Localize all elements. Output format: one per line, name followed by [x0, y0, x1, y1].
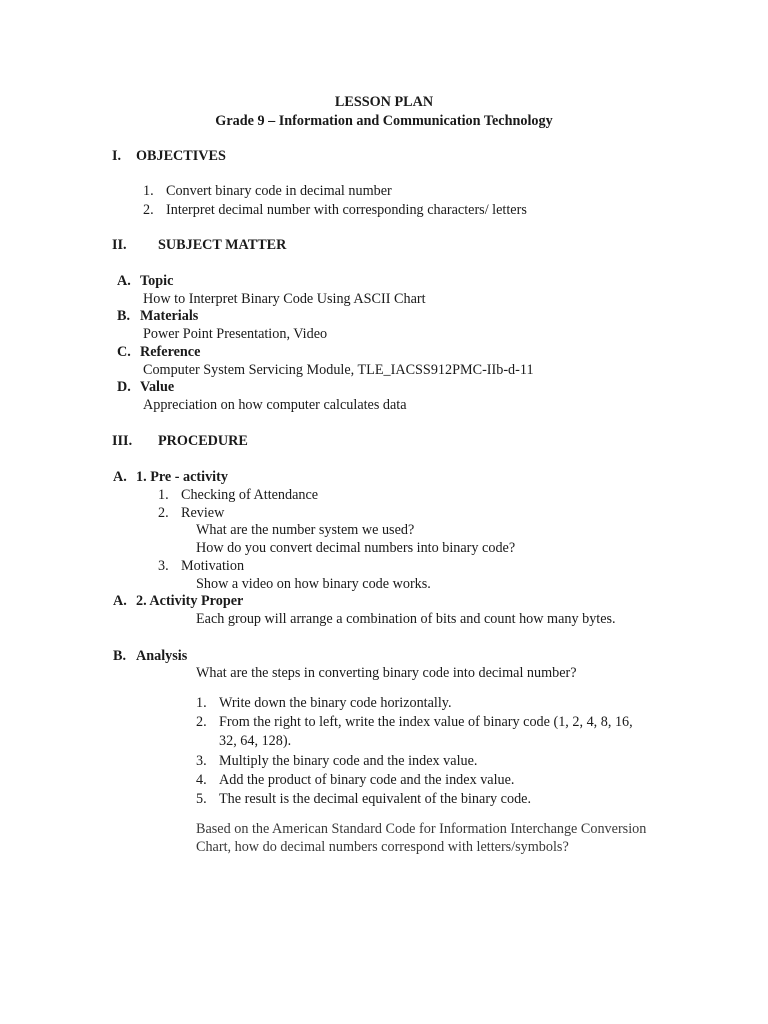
subject-matter-numeral: II.: [112, 237, 127, 253]
analysis-step: Add the product of binary code and the index value.: [219, 772, 515, 788]
analysis-step: From the right to left, write the index value of binary code (1, 2, 4, 8, 16,: [219, 714, 633, 730]
objectives-numeral: I.: [112, 148, 122, 164]
analysis-label: Analysis: [136, 648, 188, 664]
pre-activity-letter: A.: [113, 469, 127, 485]
topic-letter: A.: [117, 273, 131, 289]
analysis-step-continued: 32, 64, 128).: [219, 733, 292, 749]
pre-activity-num: 2.: [158, 505, 169, 521]
analysis-step-num: 1.: [196, 695, 207, 711]
analysis-letter: B.: [113, 648, 127, 664]
review-question: How do you convert decimal numbers into binary code?: [196, 540, 516, 556]
analysis-closing-line: Chart, how do decimal numbers correspond with letters/symbols?: [196, 839, 569, 855]
activity-proper-text: Each group will arrange a combination of bits and count how many bytes.: [196, 611, 616, 627]
topic-label: Topic: [140, 273, 174, 289]
procedure-numeral: III.: [112, 433, 133, 449]
analysis-step-num: 2.: [196, 714, 207, 730]
document-subtitle: Grade 9 – Information and Communication Technology: [215, 113, 553, 129]
review-question: What are the number system we used?: [196, 522, 415, 538]
reference-label: Reference: [140, 344, 201, 360]
analysis-question: What are the steps in converting binary code into decimal number?: [196, 665, 577, 681]
objectives-heading: OBJECTIVES: [136, 148, 226, 164]
pre-activity-item: Motivation: [181, 558, 245, 574]
value-label: Value: [140, 379, 175, 395]
analysis-step: The result is the decimal equivalent of the binary code.: [219, 791, 532, 807]
procedure-heading: PROCEDURE: [158, 433, 248, 449]
activity-proper-label: 2. Activity Proper: [136, 593, 244, 609]
pre-activity-item: Checking of Attendance: [181, 487, 319, 503]
pre-activity-num: 3.: [158, 558, 169, 574]
analysis-step-num: 3.: [196, 753, 207, 769]
materials-value: Power Point Presentation, Video: [143, 326, 328, 342]
pre-activity-num: 1.: [158, 487, 169, 503]
pre-activity-label: 1. Pre - activity: [136, 469, 228, 485]
pre-activity-item: Review: [181, 505, 225, 521]
reference-value: Computer System Servicing Module, TLE_IACSS912PMC-IIb-d-11: [143, 362, 534, 378]
analysis-step-num: 4.: [196, 772, 207, 788]
objective-num: 2.: [143, 202, 154, 218]
objective-text: Convert binary code in decimal number: [166, 183, 392, 199]
value-text: Appreciation on how computer calculates data: [143, 397, 407, 413]
reference-letter: C.: [117, 344, 131, 360]
activity-proper-letter: A.: [113, 593, 127, 609]
motivation-text: Show a video on how binary code works.: [196, 576, 431, 592]
materials-label: Materials: [140, 308, 199, 324]
objective-text: Interpret decimal number with corresponding characters/ letters: [166, 202, 527, 218]
topic-value: How to Interpret Binary Code Using ASCII Chart: [143, 291, 426, 307]
objective-num: 1.: [143, 183, 154, 199]
analysis-closing-line: Based on the American Standard Code for Information Interchange Conversion: [196, 821, 647, 837]
value-letter: D.: [117, 379, 131, 395]
analysis-step: Write down the binary code horizontally.: [219, 695, 452, 711]
analysis-step-num: 5.: [196, 791, 207, 807]
analysis-step: Multiply the binary code and the index value.: [219, 753, 478, 769]
materials-letter: B.: [117, 308, 131, 324]
subject-matter-heading: SUBJECT MATTER: [158, 237, 287, 253]
document-title: LESSON PLAN: [334, 94, 434, 110]
